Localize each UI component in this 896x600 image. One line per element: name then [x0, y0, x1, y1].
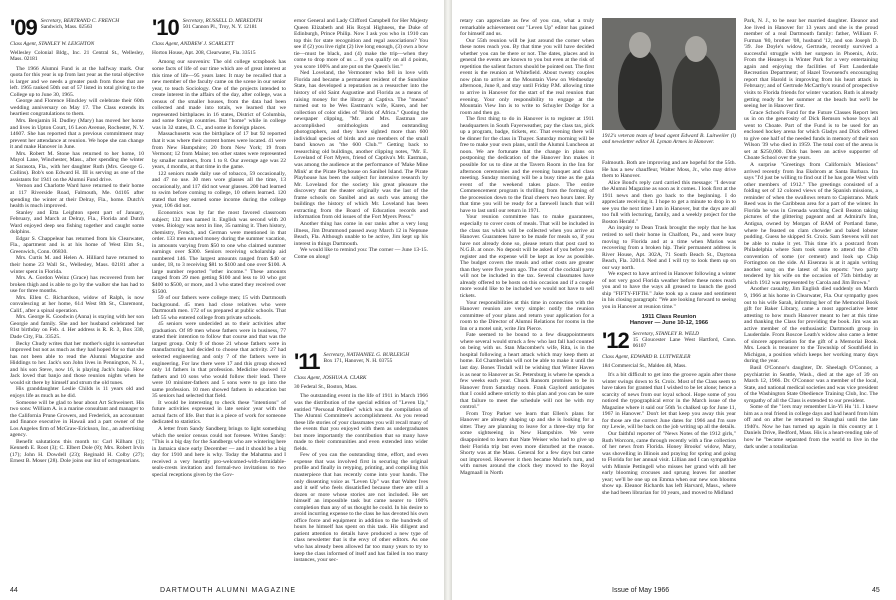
class-agent: Class Agent, EDWARD B. LUITWEILER — [602, 353, 691, 360]
left-page — [0, 0, 444, 600]
secretary-address: 501 Cannon Pl., Troy, N. Y. 12181 — [182, 24, 258, 31]
column-text-2 — [602, 372, 736, 496]
paragraph: retary can appreciate as few of you can, what a truly remarkable achievement our "Leven Up" editor has gained for himself and us. — [460, 18, 594, 38]
left-column-2 — [152, 18, 286, 478]
class-agent-address: Wellesley Colonial Bldg., Inc. 21 Central St., Wellesley, Mass. 02181 — [10, 50, 144, 63]
paragraph: From Troy Parker we learn that Ellen's plans for Hanover are already shaping up and she is looking for a sitter. They are planning to leave for a three-day trip for some sightseeing in New Hampshire. We were disappointed to learn that Nate Weiser who had to give up their Florida trip but even more disturbed at the reason. Shorty was at the Mass. General for a few days but came out improved. However it then became Muriel's turn, and with nurses around the clock they moved to the Royal Magmaall in North — [460, 410, 594, 476]
left-column-3 — [294, 18, 428, 588]
paragraph: Basil O'Connor's daughter, Dr. Sheelagh O'Connor, a psychiatrist in Seattle, Wash., died at the age of 39 on March 12, 1966. Dr. O'Connor was a member of the local, State, and national medical societies and was vice president of the Washington State Obedience Training Club, Inc. The sympathy of all the Class is extended to our president. — [744, 364, 878, 404]
class-agent: Class Agent, JOSHUA A. CLARK — [294, 375, 367, 381]
paragraph: Your responsibilities at this time in connection with the Hanover reunion are very simple: notify the reunion committee of your plans and return your application for a room to the Director of Alumni Relations for rooms in the Inn or a motel unit, write Jim Pierce. — [460, 299, 594, 332]
reunion-dates: Hanover — June 10-12, 1966 — [629, 320, 709, 327]
person-right-face — [685, 36, 707, 62]
paragraph: Becky Chudy writes that her mother's sight is somewhat improved but not as much as they had hoped for so that she has not been able to read the Alumni Magazine and Hiddings to her. Jack's son John lives in Pennington, N. J., and his son Steve, now 16, is playing Jack's banjo. How Jack loved that banjo and those reunion nights when he would sit there by himself and strum the old tunes. — [10, 340, 144, 386]
paragraph: Vernon and Charlotte Ward have returned to their home at 117 Riverside Road, Falmouth, Me. 04105 after spending the winter at their Delray, Fla., home. Dutch's health is much improved. — [10, 183, 144, 210]
paragraph: It would be interesting to check these "intentions" of future activities expressed in late senior year with the actual facts of life. But that is a piece of work for someone dedicated to statistics. — [152, 399, 286, 426]
paragraph: Another thing has come in our ranks after a very long illness, Jim Drummond passed away March 12 in Neptune Beach, Fla. Although unable to be active, Jim kept up his interest in things Dartmouth. — [294, 220, 428, 247]
column-text — [602, 160, 736, 311]
paragraph: Your reunion committee has to make guarantees, especially to cover costs of meals. That will be included in the class tax which will be collected when you arrive at Hanover. Guarantees have to be made for meals so, if you have not already done so, please return that post card to N.G.B. at once. No deposit will be asked of you before you register and the expense will be kept as low as possible. The budget covers the meals and other costs are greater than they were five years ago. The cost of the cocktail party will not be included in the tax. Several classmates have already offered to be hosts on this occasion and if a couple more would like to be included we would not have to sell tickets. — [460, 214, 594, 299]
class-agent-address: 30 Federal St., Boston, Mass. — [294, 384, 358, 391]
paragraph: Benefit salutations this month to: Carl Kilham (1); Kenneth E. Root (3); C. Elbert Dole (8); Mrs. Robert Irvin (17); John H. Dowdell (23); Reginald H. Colby (27); Ernest B. Moser (28). Dole joins our list of octogenarians. — [10, 438, 144, 465]
left-column-1 — [10, 18, 144, 465]
class-year: '10 — [152, 18, 179, 40]
class-year: '11 — [294, 349, 320, 374]
column-text — [152, 59, 286, 478]
page-number: 44 — [10, 587, 18, 594]
right-column-2 — [602, 160, 736, 580]
class-header-1912 — [602, 327, 736, 353]
paragraph: A surprise "Greetings from California's Missions" arrived recently from Ina Eksbrom at Santa Barbara. Ira says "I'd just be willing to find out if he has gone West with other members of 1912." The greetings consisted of a folding set of 12 colored views of the Spanish missions, a reminder of when the swallows return to Capistrano. Mark Reed was in the Caribbean area for a part of the winter. In Florida he was in Grenada watching Cecil Beaton taking pictures of the glittering pageant and at Admiral's Inn, Antigua, owned by Morgan of BAM of Portland fame, where he feasted on clam chowder and baked lobster pudding. Guess he skipped St. Croix. Sam Stevens will not be able to make it yet. This time it's a postcard from Philadelphia where Sam took some to attend the 47th convention of some (or cement) and look up Chip Fortington on the side. Al Eisenrau is at it again writing another song on the latest of his reports: "two party tendered by his wife on the occasion of 75th birthday at which 1912 was represented by Carola and Jim Brown." — [744, 162, 878, 286]
secretary-name: Secretary, RUSSELL D. MEREDITH — [182, 18, 263, 24]
paragraph: Economics was by far the most favored classroom subject; 132 men named it. English was second with 20 votes. Biology was next in line, 35 naming it. Then history, chemistry, French, and German were mentioned in that order. 133 men earned money during the summer vacation, in amounts varying from $50 to one who claimed summer earnings over $300. Seniors receiving scholarship aid numbered 146. The largest amounts ranged from $40 or under, 18, to 3 receiving $81 to $100 and one over $100. A large number reported "other income." These amounts ranged from 29 men getting $100 and less to 10 who got $400 to $500, or more, and 3 who stated they received over $1500. — [152, 209, 286, 295]
paragraph: Someone will be glad to hear about Art Schweinert. His two sons: William A. is a marine consultant and manager to the California Prune Growers, and Frederick, an accountant and finance executive in Hawaii and a part owner of the Los Angeles firm of McGraw-Erickson, Inc., an advertising agency. — [10, 399, 144, 439]
class-agent-address: Horton House, Apt. 208, Clearwater, Fla. 33515 — [152, 50, 256, 57]
paragraph: George and Florence Hinckley will celebrate their 60th wedding anniversary on May 17. The Class extends its heartiest congratulations to them. — [10, 98, 144, 118]
paragraph: A letter from Sandy Sandberg brings to light something which the senior census could not foresee. Writes Sandy: "This is a big day for the Sandbergs who are wintering here in Jamaica since early December — and it should be a big day for 1910 and here is why. Today the Mahatma and I received a very heartily pro-welcomed-with-formidable-seals-crests invitation and formal-two invitations to two special receptions given by the Gov- — [152, 426, 286, 478]
class-agent: Class Agent, ANDREW J. SCARLETT — [152, 41, 234, 47]
paragraph: Our 55th reunion will be just around the corner when these notes reach you. By that time you will have decided whether you can be there or not. The dates, places and in general the events are known to you but even at the risk of repetition the salient factors should be pointed out. The first event is the reunion at Whitefield. About twenty couples now plan to arrive at the Mountain View on Wednesday afternoon, June 8, and stay until Friday P.M. allowing time to arrive in Hanover for the start of the real reunion that evening. Your only responsibility to engage at the Mountain View Inn is to write to Schuyler Dodge for a room and then go. — [460, 37, 594, 116]
paragraph: Massachusetts was the birthplace of 17 but 92 reported that it was where their current homes were located. 41 were from New Hampshire; 20 from New York; 19 from Vermont; 12 from Maine; ten other states were represented by smaller numbers, from 1 to 8. Our average age was 22 years, 4 months, at that time in the game. — [152, 131, 286, 171]
paragraph: 59 of our fathers were college men; 15 with Dartmouth background. 45 men had close relatives who were Dartmouth men. 172 of us prepared at public schools. That left 55 who entered college from private schools. — [152, 295, 286, 321]
column-text — [10, 66, 144, 465]
person-left — [618, 48, 662, 130]
class-year: '09 — [10, 18, 37, 40]
reunion-announcement — [602, 314, 736, 327]
person-right — [672, 52, 720, 130]
column-text-bottom — [294, 393, 428, 563]
column-text-top — [294, 18, 428, 346]
paragraph: It's a bit difficult to get into the groove again after those winter swings down to St. Croix. Most of the Class seem to have taken for granted that I wished to be let alone; hence a scarcity of news from our loyal school. Hope some of you noticed the typographical error in the March issue of the Magazine where it said our 56th 'is chalked up for June 11, 1967 in Hanover." Don't let that keep you away this year for those are the correct June dates for 1966 and I'm sure my Lewie, will be back on the job writing up all the details. — [602, 372, 736, 431]
photo-caption: 1912's veteran team of head agent Edward B. Luitweiler (l) and newsletter editor H. Lyman Armes in Hanover. — [602, 133, 736, 146]
class-header-1909 — [10, 18, 144, 38]
paragraph: Ned Loveland, the Vermonter who fell in love with Florida and became a permanent resident of the Sunshine State, has developed a reputation as a researcher into the history of old Saint Augustine and Florida as a means of raising money for the library at Captiva. The "means" turned out to be Wes Eastman's wife, Karen, and her collection of color slides of "Birds of Africa." Quoting the newspaper clipping, "Mr. and Mrs. Eastman are accomplished ornithologists and outstanding photographers, and they have sighted more than 600 individual species of birds and are members of the small band known as "the 600 Club."" Getting back to researching old buildings, another clipping notes, "Mr. E. Loveland of Fort Myers, friend of Captiva's Mr. Eastman, was among the audience at the performance of 'Make Mine Mink' at the Pirate Playhouse on Sanibel Island. The Pirate Playhouse has been the subject for intensive research by Mr. Loveland for the society his great pleasure the discovery that the theater originally was the last of the frame schools on Sanibel and as such was among the buildings the history of which Mr. Loveland has been extracting from the Board of Education records and information from old issues of the Fort Myers Press." — [294, 70, 428, 221]
person-left-face — [629, 32, 651, 58]
paragraph: The outstanding event in the life of 1911 in March 1966 was the distribution of the special edition of "Leven Up," entitled "Personal Profiles" which was the compilation of The Alumni Committee's accomplishment. As you reread these life stories of your classmates you will recall many of the events that you enjoyed with them as undergraduates but more importantly the contribution that so many have made to their communities and even extended into wider fields. — [294, 393, 428, 452]
secretary-name: Secretary, BERTRAND C. FRENCH — [40, 18, 120, 24]
class-photo — [602, 18, 736, 130]
paragraph: Park, N. J., to be near her married daughter. Eleanor and Joe lived in Hanover for 13 years and she is the proud member of a real Dartmouth family: father, William F. Furman '80, brother '08, husband '12, and son Joseph D. '39. Joe Doyle's widow, Gertrude, recently survived a successful struggle with her surgeon in Phoenix, Ariz. From the Heaneys in Winter Park for a very entertaining again and enjoying the facilities of Fort Lauderdale Recreation Department; of Hazel Townsend's encouraging report that Harold is improving from his heart attack in February; and of Gertrude McCarthy's round of prospective visits to Florida friends for winter vacation. Ruth is already getting ready for her summer at the beach but we'll be seeing her in Hanover first. — [744, 18, 878, 110]
paragraph: Falmouth. Both are improving and are hopeful for the 55th. He has a new chauffeur, Walter Moss, Jr., who may drive them to Hanover. — [602, 160, 736, 180]
column-text — [744, 18, 878, 450]
paragraph: Alice Bond's reply card carried this message: "I devour the Alumni Magazine as soon as it comes. I look first at the 1911 news and then go back to the beginning. I do appreciate receiving it. I hope to get a minute to drop in to see you the next time I am in Hanover, but the days are all too full with lecturing, family, and a weekly project for the Boston Herald." — [602, 179, 736, 225]
paragraph: Mrs. Robert M. Stone has returned to her home, 10 Mayol Lane, Winchester, Mass., after spending the winter at Sarasota, Fla., with her daughter Ruth (Mrs. George G. Collins). Bob's son Edward H. III is serving as one of the assistants for 1941 on the Alumni Fund drive. — [10, 150, 144, 183]
running-footer: DARTMOUTH ALUMNI MAGAZINE — [160, 587, 297, 594]
page-number: 45 — [872, 587, 880, 594]
secretary-address: Sandwich, Mass. 02563 — [40, 24, 93, 31]
paragraph: Stanley and Etta Leighton spent part of January, February, and March at Delray, Fla., Florida and Dutch Ward enjoyed deep sea fishing together and caught some dolphins. — [10, 209, 144, 236]
class-agent: Class Agent, STANLEY W. LEIGHTON — [10, 41, 95, 47]
page-gutter — [444, 0, 452, 600]
paragraph: Mrs. Ellen C. Richardson, widow of Ralph, is now convalescing at her home, 614 West 8th St., Claremont, Calif., after a spinal operation. — [10, 294, 144, 314]
paragraph: 45 seniors were undecided as to their activities after graduation. Of 89 men whose fathers were in business, 77 stated their intention to follow that course and that was the largest group. Only 9 of those 21 whose fathers were in manufacturing had decided to choose that activity. 27 had selected engineering and only 7 of the fathers were in engineering. For law there were 17 and this group showed only 14 fathers in that profession. Medicine showed 12 fathers and 10 sons who would follow their lead. There were 10 minister-fathers and 5 sons were to go into the same profession. 10 men showed fathers in education but 35 seniors had selected that field. — [152, 321, 286, 400]
class-year: '12 — [602, 327, 629, 353]
paragraph: Mrs. George K. Goodwin (Anna) is staying with her son Georgie and family. She and her husband celebrated her 81st birthday on Feb. 4. Her address is R. R. 3, Box 330, Dade City, Fla. 33525. — [10, 314, 144, 341]
paragraph: We would like to remind you: The corner — June 13-15. Come on along! — [294, 247, 428, 260]
paragraph: Some of the "1ers may remember Lin-Yi Hu '11. I knew him as a real friend in college days and had heard from him off and on after he returned to Shanghai until the late 1940's. Now he has turned up again in this country at 1 Daniels Drive, Bedford, Mass. His is a heart-rending tale of how he "became separated from the world to live in the dark under a totalitarian — [744, 404, 878, 450]
right-page — [452, 0, 896, 600]
secretary-name: Secretary, STANLEY B. WELD — [632, 330, 700, 337]
paragraph: Mrs. Curtis M. and Helen A. Hilliard have returned to their home 23 Wall St., Wellesley, Mass. 02181 after a winter spent in Florida. — [10, 255, 144, 275]
running-footer: Issue of May 1966 — [612, 587, 670, 594]
paragraph: Grace School's Fund for the Future Classes Report lets us in on the generosity of Dick Remson whose boys all went to Choate. Part of the Fund is to be used for an enclosed hockey arena for which Gladys and Dick offered to give one half of the needed funds in memory of their son Wilson '39 who died in 1959. The total cost of the arena is set at $250,000. Dick has been an active supporter of Choate School over the years. — [744, 109, 878, 162]
paragraph: Fate seemed to be bound to a few disappointments where several would struck a few who last fall had counted on being with us. Stan Macomber's wife, Rita, is in the hospital following a heart attack which may keep them at home. Ed Chamberlain will not be able to make it until the last day. Bones Tindall will be wishing that Winter Haven is as near to Hanover as St. Petersburg is where he spends a few weeks each year. Chuck Ransom promises to be in Hanover from Saturday noon. Frank Gaylord anticipates that I could adhere strictly to this plan and you can be sure that failure to meet the schedule will not be with my control." — [460, 332, 594, 411]
paragraph: ernor General and Lady Clifford Campbell for Her Majesty Queen Elizabeth and His Royal Highness, the Duke of Edinburgh, Prince Philip. Now I ask you who in 1910 can top this for state recognition and regal associations? You see if (2) you live right (2) live long enough, (3) own a bow tie—must be black, and (4) make the trip—when they come to drop more of us ... if you qualify on all 4 points, you score 100% and are put on the Queen's list." — [294, 18, 428, 70]
right-column-3 — [744, 18, 878, 450]
reunion-title: 1911 Class Reunion — [641, 313, 697, 320]
secretary-address: 15 Gloucester Lane West Hartford, Conn. 06107 — [632, 336, 736, 350]
paragraph: The 1966 Alumni Fund is at the halfway mark. Our quota for this year is up from last year as the total objective is larger and we needs a greater push from those that are left. 1965 ranked 50th out of 57 listed in total giving to the College up to June 30, 1965. — [10, 65, 144, 98]
class-header-1911 — [294, 349, 428, 374]
paragraph: Few of you can the outstanding time, effort, and even expense that was involved first in securing the original profile and finally in retyping, printing, and compiling this masterpiece that has recently come into your hands. The only dissenting voice as "Leven Up" was that Walter Ives and it self who feels dissatisfied because there are still a dozen or more whose stories are not included. He set himself an impossible task but came nearer to 100% completion than any of us thought he could. In his desire to avoid incurring expense to the class he has devoted his own office force and equipment in addition to the hundreds of hours he himself has spent on this task. His diligent and patient attention to details have produced a new type of class newsletter that is the envy of other editors. As one who has already been allowed far too many years to try to keep the class informed of itself and has failed in too many instances, your sec- — [294, 452, 428, 564]
paragraph: Among our souvenirs: The old college scrapbook has some facts of life of our time which are of great interest at this time of life—95 years later. It may be recalled that a new member of the faculty came on the scene in our senior year, to teach Sociology. One of the projects intended to create interest in the affairs of the day, after college, was a census of the smaller houses, from the data had been collected and made into totals, we learned that we represented birthplaces in 16 states, District of Columbia, and some foreign countries. But "home" while in college was in 32 states, D. C., and some in foreign places. — [152, 59, 286, 131]
class-agent-address: 184 Commercial St., Malden 48, Mass. — [602, 362, 687, 369]
paragraph: An inquiry to Dean Trask brought the reply that he has retired to sell their home in Chalfont, Pa., and were busy moving to Florida and at a time when Marion was recovering from a broken hip. Their permanent address is River House, Apt. 302A, 71 South Beach St., Daytona Beach, Fla. 32014. Ned and I will try to look them up on our way north. — [602, 225, 736, 271]
column-text — [460, 18, 594, 476]
paragraph: We expect to have arrived in Hanover following a winter of not very good Florida weather before these notes reach you and to have the ways all greased to launch the good ship "FIFTY-FIFTH." Jake took up a cause and sentiment in his closing paragraph: "We are looking forward to seeing you in Hanover at reunion time." — [602, 271, 736, 311]
paragraph: 122 seniors made daily use of tobacco, 59 occasionally, and 47 no use. 30 men wore glasses all the time, 13 occasionally, and 117 did not wear glasses. 200 had learned to swim before coming to college, 10 others learned. 120 stated that they earned some income during the college year, 106 did not. — [152, 170, 286, 210]
class-header-1910 — [152, 18, 286, 38]
paragraph: Mrs. A. Gordon Weinz (Grace) has recovered from her broken thigh and is able to go by the walker she has had to use for three months. — [10, 275, 144, 295]
paragraph: Edgar S. Chappelear has returned from his Clearwater, Fla., apartment and is at his home of West Elm St., Greenwich, Conn. 06830. — [10, 235, 144, 255]
paragraph: Our faithful reporter of "News Notes of the 1912 girls," Ruth Worcom, came through recently with a fine collection of her news from Florida. Honey Brooks' widow, Mary, was shovelling in Illinois and praying for spring and going to Florida for her annual visit. Lillian and I can sympathize with Minnie Pettingell who misses her grand with all her early blooming crocuses and sprung leaves for another year; we'll be one up on Emma when our new son blooms show up. Eleanor Richards has left Harvard, Mass., where she had been librarian for 10 years, and moved to Midland — [602, 431, 736, 496]
right-column-1 — [460, 18, 594, 476]
paragraph: The first thing to do in Hanover is to register at 1911 headquarters in South Fayerweather, pay the class tax, pick up a program, badge, tickets, etc. That evening there will be dinner for the class in Thayer. Saturday morning will be free to make your own plans, until the Alumni Luncheon at noon. We are fortunate that the change in plans on postponing the dedication of the Hanover Inn makes it possible for us to dine at the Tavern Room in the Inn for afternoon ceremonies and the evening banquet and class meeting. Sunday morning will be a busy time as the gala event of the weekend takes place. The entire Commencement program is thrilling from the forming of the procession down to the final cheers two hours later. By that time you will be ready for a farewell lunch that will have to last until our return in 1971. — [460, 116, 594, 214]
paragraph: His granddaughter Leslie Childs is 11 years old and enjoys life as much as he did. — [10, 386, 144, 399]
secretary-address: Box 171, Hanover, N. H. 03755 — [323, 358, 393, 365]
paragraph: Mrs. Benjamin H. Dudley (Mary) has moved her home and lives in Upton Court, 16 Leon Avenue, Rochester, N. Y. 14607. She has reported that a previous commitment may prevent her attendance at reunion. We hope she can change it and make Hanover in June. — [10, 117, 144, 151]
paragraph: Another casualty, Jim English died suddenly on March 9, 1966 at his home in Clearwater, Fla. Our sympathy goes out to his wife Sarah, informing her of the Memorial Book gift for Baker Library, came a most appreciative letter attesting to how much Hanover meant to her at this time and thanking the Class for providing the book. Jim was an active member of the enthusiastic Dartmouth group in Lauderdale. From Roscoe Leath's widow also came a letter of sincere appreciation for the gift of a Memorial Book. Mrs. Leach is treasurer to the Township of Southfield in Michigan, a position which keeps her working many days during the year. — [744, 286, 878, 365]
secretary-name: Secretary, NATHANIEL G. BURLEIGH — [323, 352, 410, 358]
